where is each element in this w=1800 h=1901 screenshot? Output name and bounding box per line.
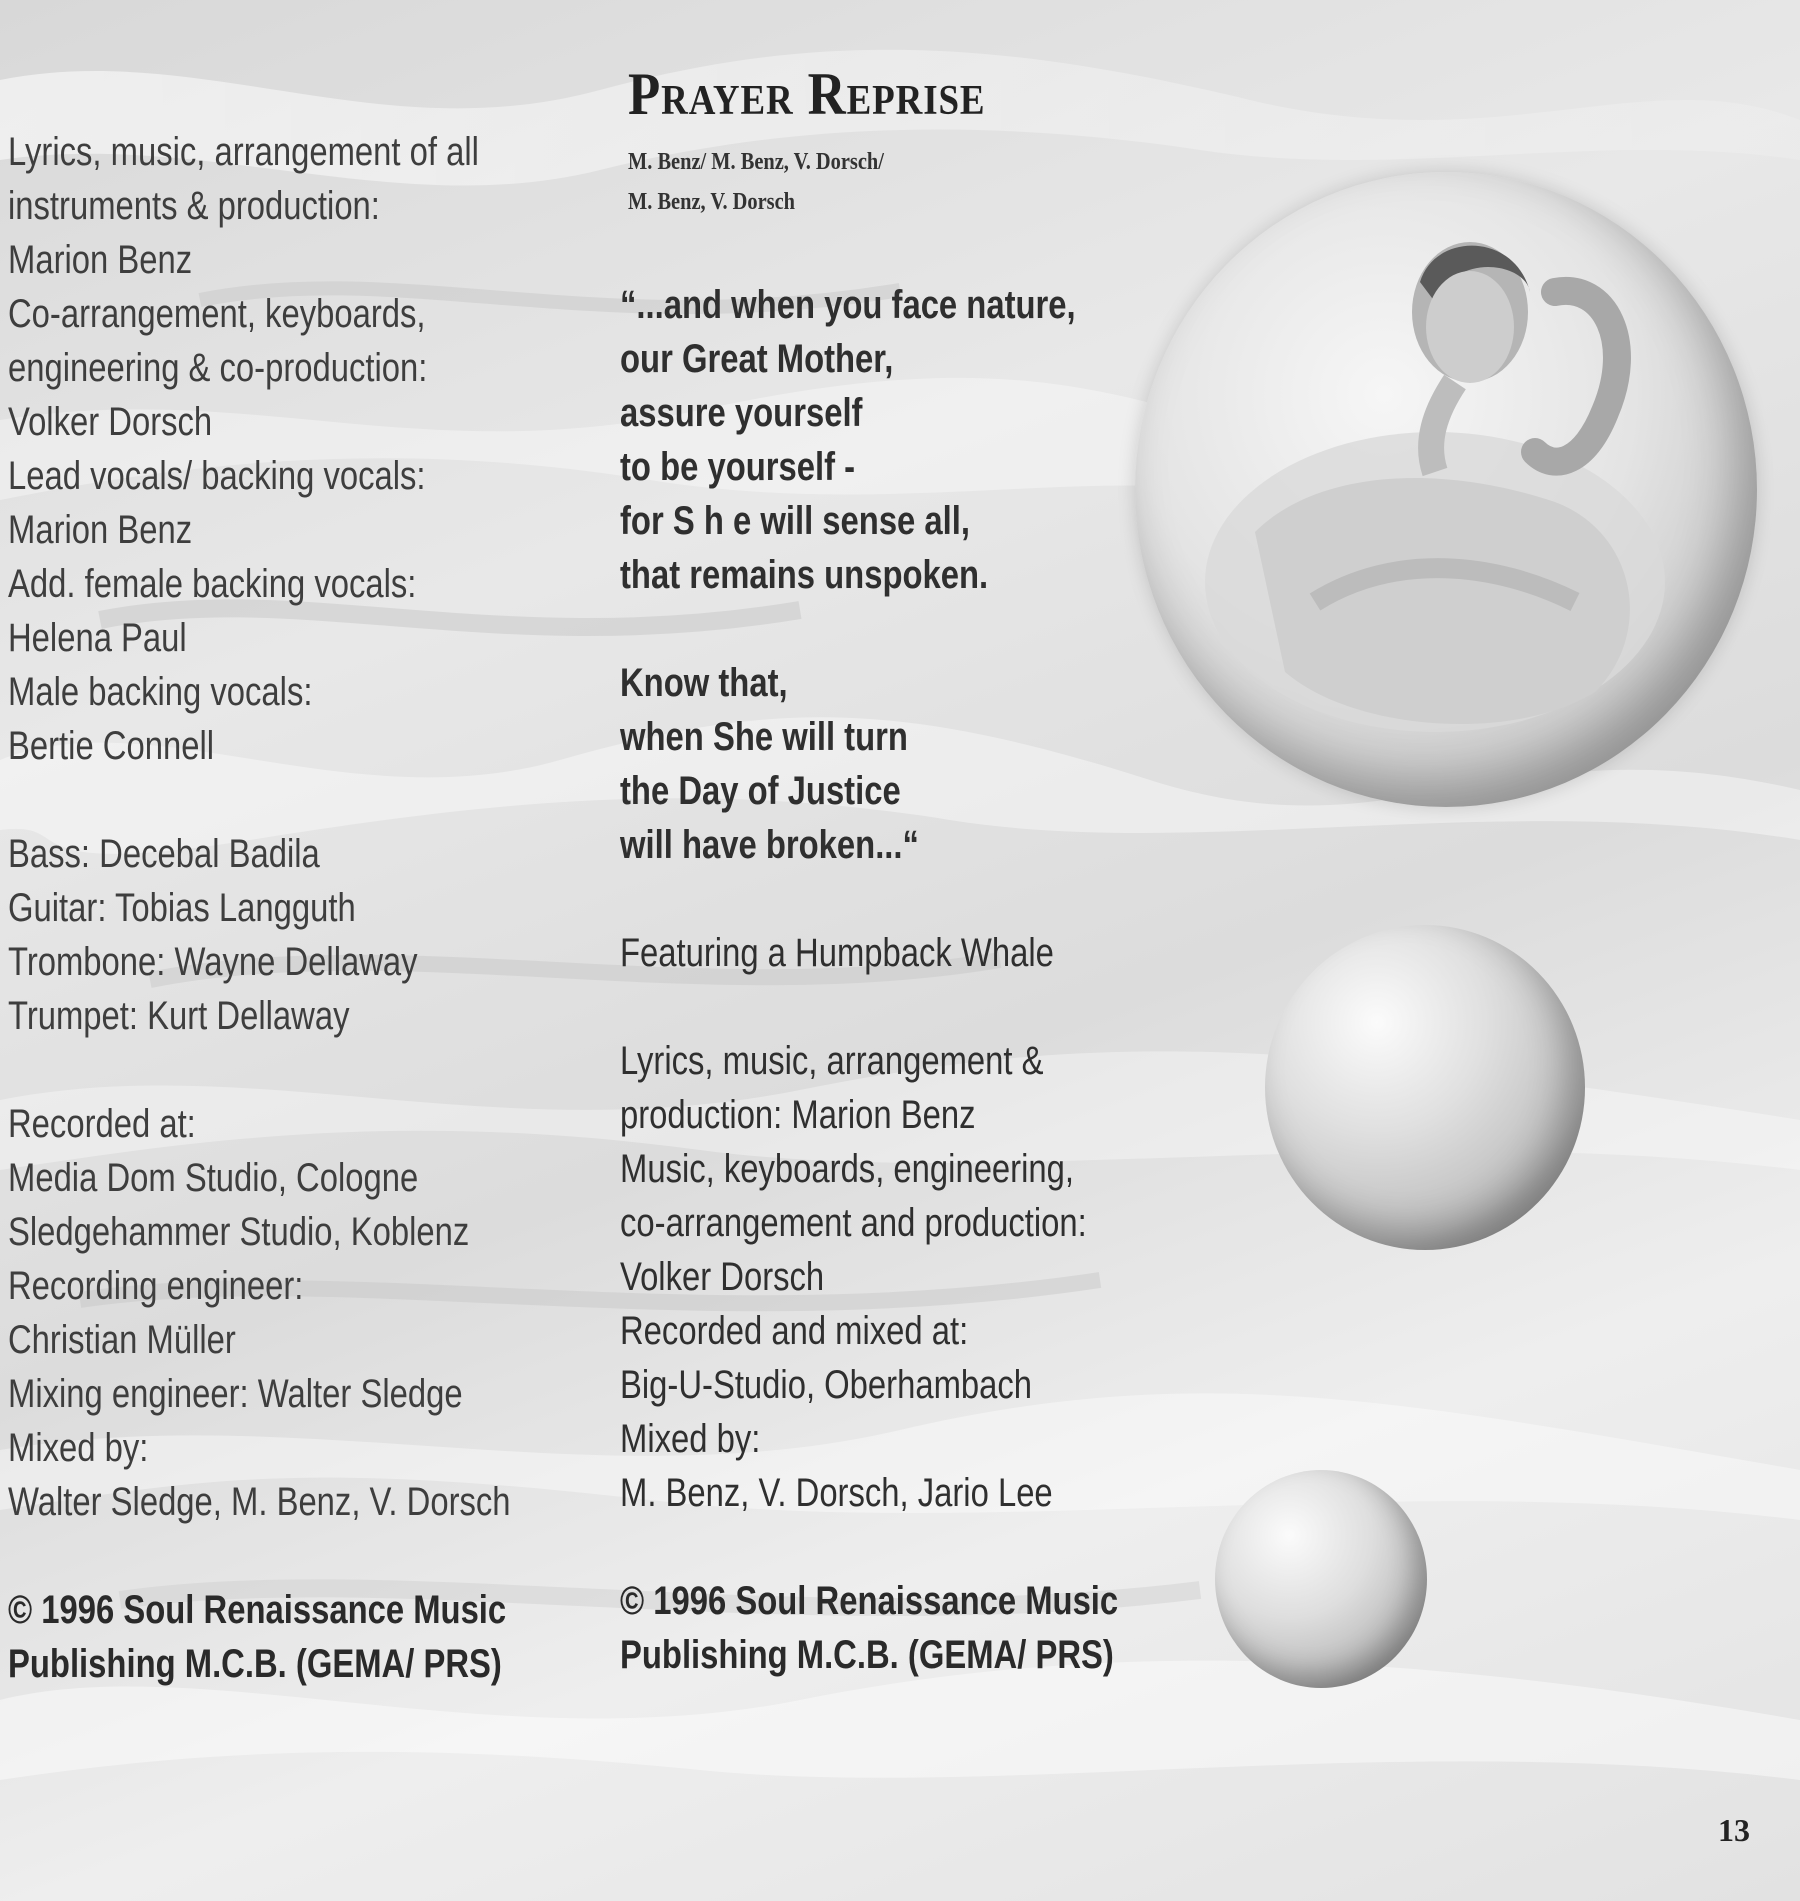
left-credit-line: Marion Benz — [8, 238, 193, 282]
portrait-sphere-image — [1135, 172, 1757, 807]
credits-line-2: M. Benz, V. Dorsch — [628, 189, 795, 215]
recording-line: Media Dom Studio, Cologne — [8, 1156, 419, 1200]
middle-copyright — [620, 1574, 1118, 1682]
quote-line: when She will turn — [620, 715, 908, 759]
quote-line: for S h e will sense all, — [620, 499, 970, 543]
featuring-line: Featuring a Humpback Whale — [620, 931, 1054, 975]
left-credit-line: Bertie Connell — [8, 724, 215, 768]
quote-line: our Great Mother, — [620, 337, 894, 381]
middle-credit-line: Volker Dorsch — [620, 1255, 825, 1299]
quote-line: assure yourself — [620, 391, 863, 435]
credits-line-1: M. Benz/ M. Benz, V. Dorsch/ — [628, 149, 884, 175]
glass-sphere-small — [1215, 1470, 1427, 1688]
left-copyright — [8, 1583, 511, 1691]
middle-credit-line: M. Benz, V. Dorsch, Jario Lee — [620, 1471, 1053, 1515]
woman-portrait-illustration — [1135, 172, 1757, 807]
middle-credits-block — [620, 1034, 1118, 1520]
musician-line: Guitar: Tobias Langguth — [8, 886, 356, 930]
musician-line: Bass: Decebal Badila — [8, 832, 320, 876]
left-credits-block — [8, 125, 511, 773]
middle-credit-line: Big-U-Studio, Oberhambach — [620, 1363, 1033, 1407]
musician-line: Trumpet: Kurt Dellaway — [8, 994, 350, 1038]
recording-line: Recording engineer: — [8, 1264, 304, 1308]
middle-credit-line: production: Marion Benz — [620, 1093, 976, 1137]
quote-line: that remains unspoken. — [620, 553, 989, 597]
copyright-line: © 1996 Soul Renaissance Music — [620, 1579, 1119, 1623]
middle-credit-line: Mixed by: — [620, 1417, 761, 1461]
middle-credit-line: co-arrangement and production: — [620, 1201, 1087, 1245]
song-credits — [628, 142, 884, 222]
copyright-line: Publishing M.C.B. (GEMA/ PRS) — [8, 1642, 502, 1686]
left-credit-line: Helena Paul — [8, 616, 187, 660]
recording-line: Mixed by: — [8, 1426, 149, 1470]
recording-line: Recorded at: — [8, 1102, 196, 1146]
middle-credit-line: Music, keyboards, engineering, — [620, 1147, 1074, 1191]
title-text: Prayer Reprise — [628, 61, 986, 127]
middle-credit-line: Lyrics, music, arrangement & — [620, 1039, 1044, 1083]
quote-stanza-2 — [620, 656, 1118, 872]
musician-line: Trombone: Wayne Dellaway — [8, 940, 418, 984]
quote-stanza-1 — [620, 278, 1118, 602]
middle-column — [620, 278, 1118, 1682]
quote-line: Know that, — [620, 661, 788, 705]
left-credit-line: Add. female backing vocals: — [8, 562, 417, 606]
recording-line: Sledgehammer Studio, Koblenz — [8, 1210, 470, 1254]
quote-line: to be yourself - — [620, 445, 856, 489]
left-credit-line: engineering & co-production: — [8, 346, 428, 390]
left-column — [8, 125, 511, 1691]
recording-line: Mixing engineer: Walter Sledge — [8, 1372, 463, 1416]
page-title — [628, 60, 985, 129]
left-credit-line: Marion Benz — [8, 508, 193, 552]
recording-block — [8, 1097, 511, 1529]
quote-line: “...and when you face nature, — [620, 283, 1076, 327]
copyright-line: Publishing M.C.B. (GEMA/ PRS) — [620, 1633, 1114, 1677]
left-credit-line: Lead vocals/ backing vocals: — [8, 454, 426, 498]
musicians-block — [8, 827, 511, 1043]
left-credit-line: Volker Dorsch — [8, 400, 213, 444]
page-number: 13 — [1718, 1812, 1750, 1848]
left-credit-line: Co-arrangement, keyboards, — [8, 292, 426, 336]
glass-sphere — [1265, 925, 1585, 1250]
recording-line: Walter Sledge, M. Benz, V. Dorsch — [8, 1480, 511, 1524]
recording-line: Christian Müller — [8, 1318, 236, 1362]
quote-line: the Day of Justice — [620, 769, 901, 813]
left-credit-line: Male backing vocals: — [8, 670, 313, 714]
left-credit-line: instruments & production: — [8, 184, 380, 228]
quote-line: will have broken...“ — [620, 823, 919, 867]
left-credit-line: Lyrics, music, arrangement of all — [8, 130, 479, 174]
middle-credit-line: Recorded and mixed at: — [620, 1309, 969, 1353]
copyright-line: © 1996 Soul Renaissance Music — [8, 1588, 507, 1632]
